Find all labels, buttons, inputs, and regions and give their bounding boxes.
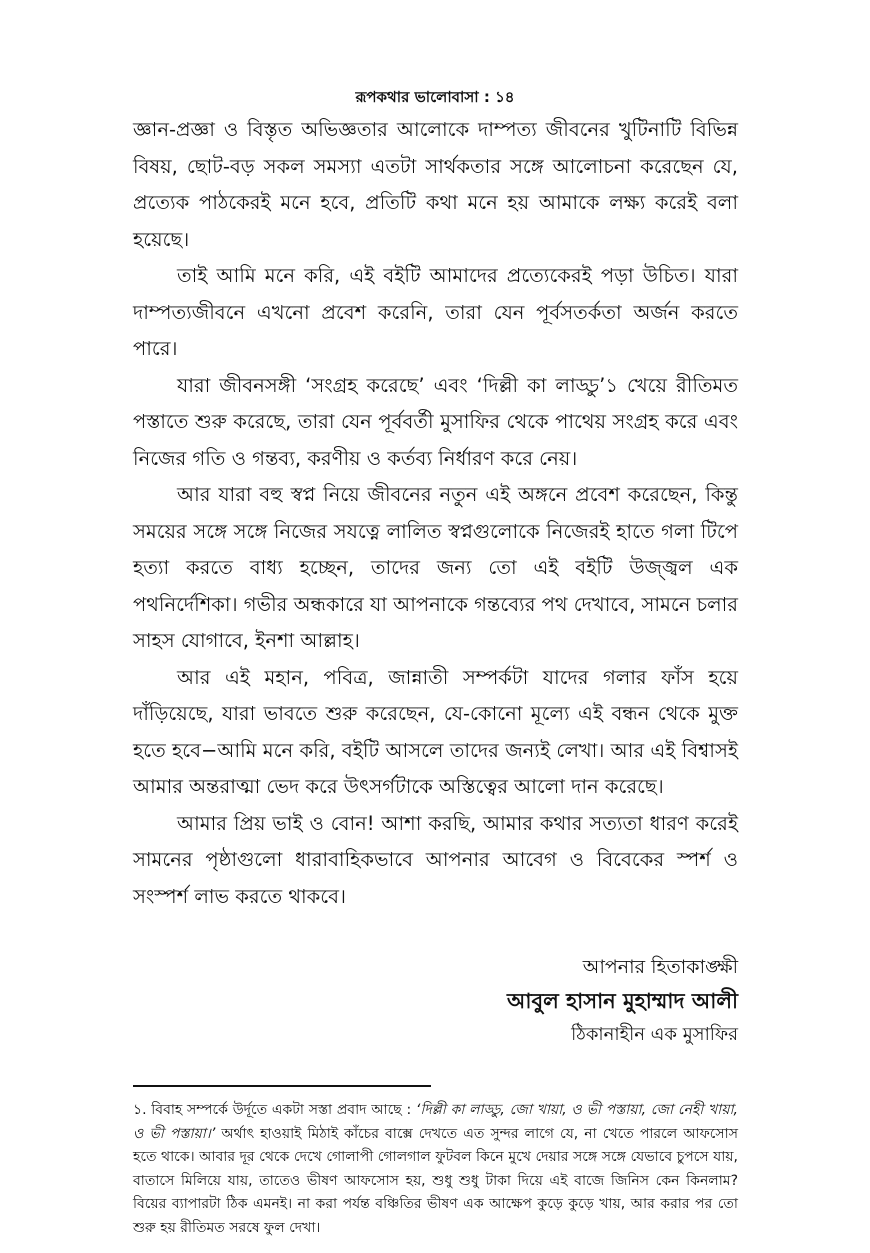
paragraph: আমার প্রিয় ভাই ও বোন! আশা করছি, আমার কথার সত্যতা ধারণ করেই সামনের পৃষ্ঠাগুলো ধারাবাহিকভাবে আপনার আবেগ ও বিবেকের স্পর্শ ও সংস্পর্শ লাভ করতে থাকবে। bbox=[133, 811, 738, 908]
footnote-text: অর্থাৎ হাওয়াই মিঠাই কাঁচের বাক্সে দেখতে এত সুন্দর লাগে যে, না খেতে পারলে আফসোস হতে থাকে। আবার দূর থেকে দেখে গোলাপী গোলগাল ফুটবল কিনে মুখে দেয়ার সঙ্গে সঙ্গে যেভাবে চুপসে যায়, বাতাসে মিলিয়ে যায়, তাতেও ভীষণ আফসোস হয়, শুধু শুধু টাকা দিয়ে এই বাজে জিনিস কেন কিনলাম? বিয়ের ব্যাপারটা ঠিক এমনই। না করা পর্যন্ত বঞ্চিতির ভীষণ এক আক্ষেপ কুড়ে কুড়ে খায়, আর করার পর তো শুরু হয় রীতিমত সরষে ফুল দেখা। bbox=[133, 1125, 738, 1236]
footnote bbox=[133, 1099, 738, 1240]
body-text bbox=[133, 112, 738, 915]
running-header: রূপকথার ভালোবাসা : ১৪ bbox=[355, 88, 515, 106]
author-name: আবুল হাসান মুহাম্মাদ আলী bbox=[506, 989, 738, 1013]
paragraph: তাই আমি মনে করি, এই বইটি আমাদের প্রত্যেকেরই পড়া উচিত। যারা দাম্পত্যজীবনে এখনো প্রবেশ করেনি, তারা যেন পূর্বসতর্কতা অর্জন করতে পারে। bbox=[133, 264, 738, 360]
paragraph: যারা জীবনসঙ্গী ‘সংগ্রহ করেছে’ এবং ‘দিল্লী কা লাড্ডু’১ খেয়ে রীতিমত পস্তাতে শুরু করেছে, তারা যেন পূর্ববর্তী মুসাফির থেকে পাথেয় সংগ্রহ করে এবং নিজের গতি ও গন্তব্য, করণীয় ও কর্তব্য নির্ধারণ করে নেয়। bbox=[133, 373, 738, 470]
paragraph: আর যারা বহু স্বপ্ন নিয়ে জীবনের নতুন এই অঙ্গনে প্রবেশ করেছেন, কিন্তু সময়ের সঙ্গে সঙ্গে নিজের সযত্নে লালিত স্বপ্নগুলোকে নিজেরই হাতে গলা টিপে হত্যা করতে বাধ্য হচ্ছেন, তাদের জন্য তো এই বইটি উজ্জ্বল এক পথনির্দেশিকা। গভীর অন্ধকারে যা আপনাকে গন্তব্যের পথ দেখাবে, সামনে চলার সাহস যোগাবে, ইনশা আল্লাহ। bbox=[133, 483, 738, 652]
footnote-prefix: ১. বিবাহ সম্পর্কে উর্দূতে একটা সস্তা প্রবাদ আছে : bbox=[133, 1102, 416, 1118]
footnote-quote: ‘দিল্লী কা লাড্ডু, জো খায়া, ও ভী পস্তায়া, জো নেহী খায়া, ও ভী পস্তায়া।’ bbox=[133, 1102, 738, 1142]
author-title: ঠিকানাহীন এক মুসাফির bbox=[571, 1024, 738, 1045]
signature-greeting: আপনার হিতাকাঙ্ক্ষী bbox=[582, 956, 738, 978]
signature-block bbox=[507, 950, 738, 1052]
paragraph: আর এই মহান, পবিত্র, জান্নাতী সম্পর্কটা যাদের গলার ফাঁস হয়ে দাঁড়িয়েছে, যারা ভাবতে শুরু করেছেন, যে-কোনো মূল্যে এই বন্ধন থেকে মুক্ত হতে হবে−আমি মনে করি, বইটি আসলে তাদের জন্যই লেখা। আর এই বিশ্বাসই আমার অন্তরাত্মা ভেদ করে উৎসর্গটাকে অস্তিত্বের আলো দান করেছে। bbox=[133, 665, 738, 798]
paragraph: জ্ঞান-প্রজ্ঞা ও বিস্তৃত অভিজ্ঞতার আলোকে দাম্পত্য জীবনের খুটিনাটি বিভিন্ন বিষয়, ছোট-বড় সকল সমস্যা এতটা সার্থকতার সঙ্গে আলোচনা করেছেন যে, প্রত্যেক পাঠকেরই মনে হবে, প্রতিটি কথা মনে হয় আমাকে লক্ষ্য করেই বলা হয়েছে। bbox=[133, 118, 738, 251]
footnote-divider bbox=[133, 1085, 431, 1087]
